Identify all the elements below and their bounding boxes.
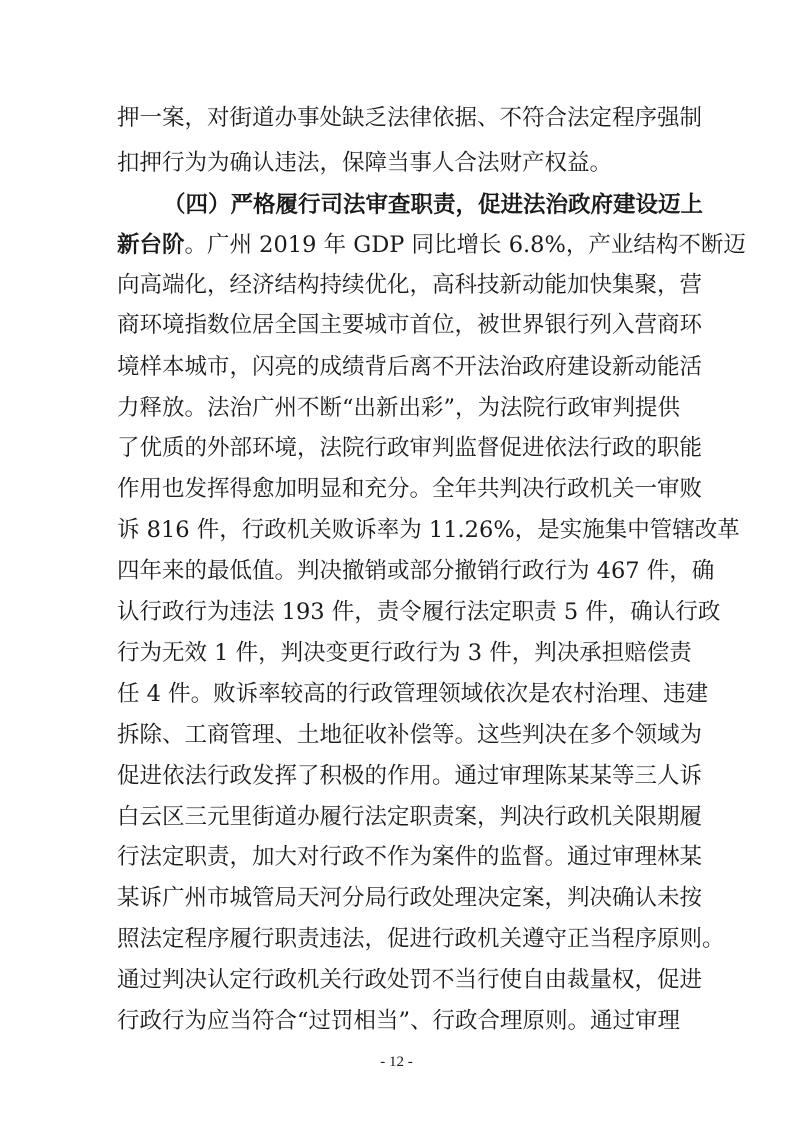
body-line: 四年来的最低值。判决撤销或部分撤销行政行为 467 件，确 — [117, 558, 715, 584]
body-line: 作用也发挥得愈加明显和充分。全年共判决行政机关一审败 — [117, 476, 703, 502]
body-line: 白云区三元里街道办履行法定职责案，判决行政机关限期履 — [117, 804, 703, 830]
body-line: 通过判决认定行政机关行政处罚不当行使自由裁量权，促进 — [117, 967, 703, 993]
body-line: 诉 816 件，行政机关败诉率为 11.26%，是实施集中管辖改革 — [117, 517, 740, 543]
body-line: 任 4 件。败诉率较高的行政管理领域依次是农村治理、违建 — [117, 681, 709, 707]
body-line: 某诉广州市城管局天河分局行政处理决定案，判决确认未按 — [117, 885, 703, 911]
body-line: 促进依法行政发挥了积极的作用。通过审理陈某某等三人诉 — [117, 763, 703, 789]
body-line: 拆除、工商管理、土地征收补偿等。这些判决在多个领域为 — [117, 722, 703, 748]
body-line: 力释放。法治广州不断“出新出彩”，为法院行政审判提供 — [117, 395, 681, 421]
body-line: 行法定职责，加大对行政不作为案件的监督。通过审理林某 — [117, 844, 703, 870]
body-line: 照法定程序履行职责违法，促进行政机关遵守正当程序原则。 — [117, 926, 725, 952]
body-line: 行为无效 1 件，判决变更行政行为 3 件，判决承担赔偿责 — [117, 640, 692, 666]
body-line: 了优质的外部环境，法院行政审判监督促进依法行政的职能 — [117, 435, 703, 461]
body-line: 扣押行为为确认违法，保障当事人合法财产权益。 — [117, 150, 613, 176]
page-number: - 12 - — [380, 1054, 413, 1070]
section-heading: （四）严格履行司法审查职责，促进法治政府建设迈上 — [163, 192, 704, 218]
body-line: 商环境指数位居全国主要城市首位，被世界银行列入营商环 — [117, 312, 703, 338]
body-line: 行政行为应当符合“过罚相当”、行政合理原则。通过审理 — [117, 1008, 681, 1034]
body-line: 向高端化，经济结构持续优化，高科技新动能加快集聚，营 — [117, 272, 703, 298]
section-heading-continuation — [117, 230, 746, 260]
body-line: 认行政行为违法 193 件，责令履行法定职责 5 件，确认行政 — [117, 599, 721, 625]
body-text: 。广州 2019 年 GDP 同比增长 6.8%，产业结构不断迈 — [184, 232, 746, 258]
section-heading-end: 新台阶 — [117, 232, 185, 258]
body-line: 押一案，对街道办事处缺乏法律依据、不符合法定程序强制 — [117, 105, 703, 131]
body-line: 境样本城市，闪亮的成绩背后离不开法治政府建设新动能活 — [117, 354, 703, 380]
